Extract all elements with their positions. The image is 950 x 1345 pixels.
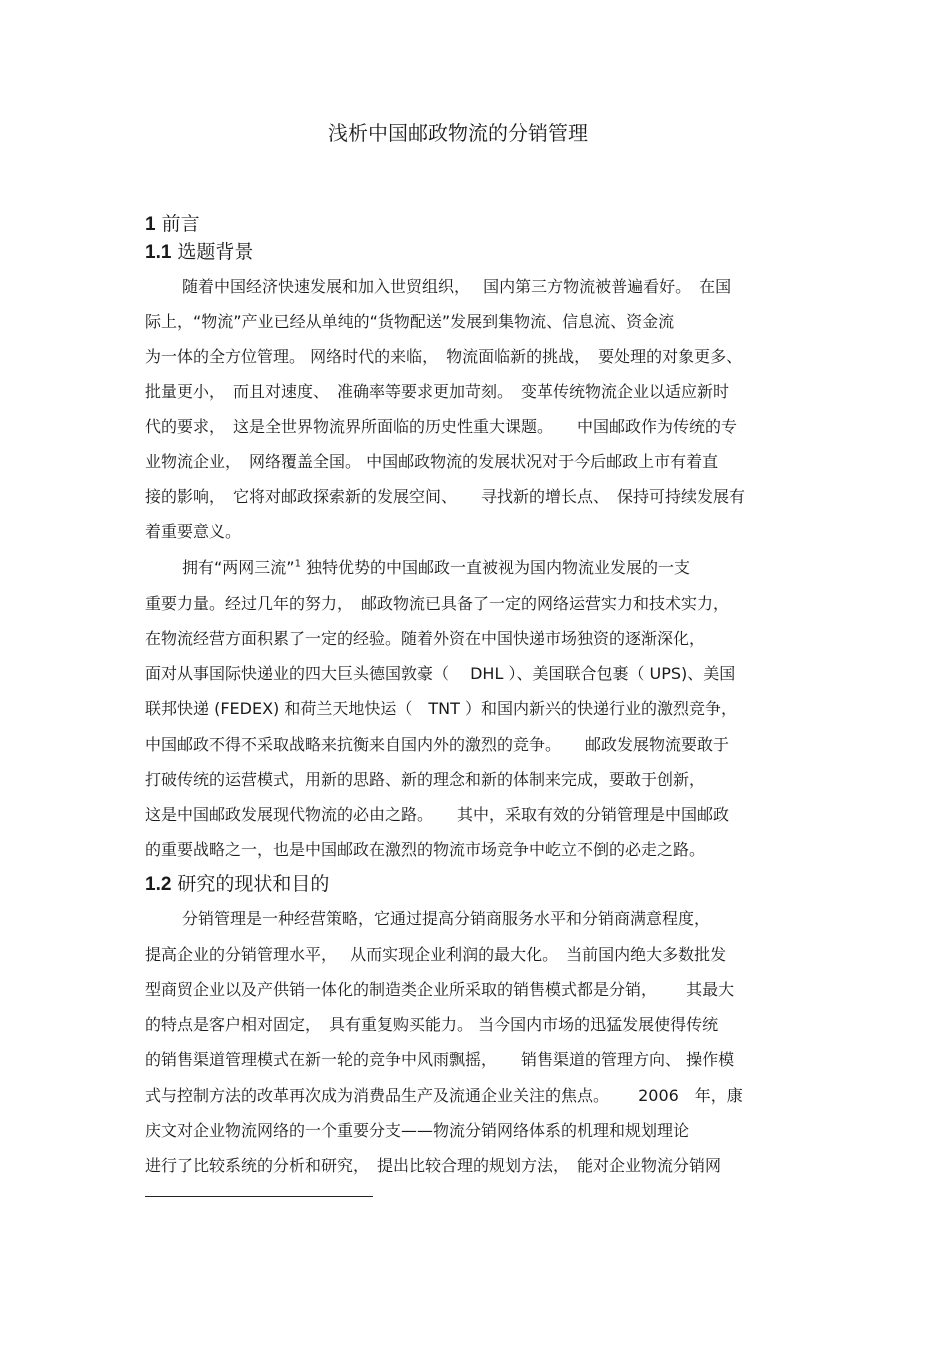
section-number: 1.1 [145,242,172,263]
paragraph-line: 的重要战略之一，也是中国邮政在激烈的物流市场竞争中屹立不倒的必走之路。 [145,840,706,859]
paragraph-line: 在物流经营方面积累了一定的经验。随着外资在中国快递市场独资的逐渐深化， [145,629,706,648]
paragraph-line: 庆文对企业物流网络的一个重要分支——物流分销网络体系的机理和规划理论 [145,1121,690,1140]
section-heading-1 [145,211,200,238]
section-title: 前言 [161,213,200,235]
paragraph-line: 代的要求， 这是全世界物流界所面临的历史性重大课题。 中国邮政作为传统的专 [145,417,738,436]
section-heading-1-1 [145,239,253,266]
paragraph-line: 中国邮政不得不采取战略来抗衡来自国内外的激烈的竞争。 邮政发展物流要敢于 [145,735,730,754]
section-heading-1-2 [145,871,329,898]
section-number: 1.2 [145,874,172,895]
paragraph-line: 为一体的全方位管理。 网络时代的来临， 物流面临新的挑战， 要处理的对象更多、 [145,347,743,366]
paragraph-line: 着重要意义。 [145,522,242,541]
paragraph-line: 型商贸企业以及产供销一体化的制造类企业所采取的销售模式都是分销， 其最大 [145,980,735,999]
paragraph-text: 拥有“两网三流” [182,558,295,577]
paragraph-line: 分销管理是一种经营策略，它通过提高分销商服务水平和分销商满意程度， [182,909,711,928]
paragraph-line: 提高企业的分销管理水平， 从而实现企业利润的最大化。 当前国内绝大多数批发 [145,945,727,964]
paragraph-line: 随着中国经济快速发展和加入世贸组织， 国内第三方物流被普遍看好。 在国 [182,277,732,296]
paragraph-line: 际上，“物流”产业已经从单纯的“货物配送”发展到集物流、信息流、资金流 [145,312,675,331]
paragraph-line: 打破传统的运营模式，用新的思路、新的理念和新的体制来完成，要敢于创新， [145,770,706,789]
footnote-divider [145,1196,373,1197]
paragraph-line: 的特点是客户相对固定， 具有重复购买能力。 当今国内市场的迅猛发展使得传统 [145,1015,719,1034]
paragraph-text: 独特优势的中国邮政一直被视为国内物流业发展的一支 [300,558,691,577]
paragraph-line: 的销售渠道管理模式在新一轮的竞争中风雨飘摇， 销售渠道的管理方向、 操作模 [145,1050,735,1069]
paragraph-line: 批量更小， 而且对速度、 准确率等要求更加苛刻。 变革传统物流企业以适应新时 [145,382,730,401]
paragraph-line: 进行了比较系统的分析和研究， 提出比较合理的规划方法， 能对企业物流分销网 [145,1156,722,1175]
paragraph-line: 这是中国邮政发展现代物流的必由之路。 其中，采取有效的分销管理是中国邮政 [145,805,730,824]
paragraph-line: 重要力量。经过几年的努力， 邮政物流已具备了一定的网络运营实力和技术实力， [145,594,730,613]
paragraph-line: 接的影响， 它将对邮政探索新的发展空间、 寻找新的增长点、 保持可持续发展有 [145,487,746,506]
section-title: 选题背景 [177,241,254,263]
section-number: 1 [145,214,156,235]
paragraph-line: 联邦快递 (FEDEX) 和荷兰天地快运（ TNT ）和国内新兴的快递行业的激烈竞争， [145,699,737,718]
paragraph-line: 面对从事国际快递业的四大巨头德国敦豪（ DHL ）、美国联合包裹（ UPS)、美国 [145,664,736,683]
paragraph-line: 业物流企业， 网络覆盖全国。 中国邮政物流的发展状况对于今后邮政上市有着直 [145,452,719,471]
paragraph-line [182,556,690,580]
paragraph-line: 式与控制方法的改革再次成为消费品生产及流通企业关注的焦点。 2006 年，康 [145,1086,743,1105]
footnote-marker: 1 [294,558,301,570]
document-title: 浅析中国邮政物流的分销管理 [328,121,588,145]
section-title: 研究的现状和目的 [177,873,330,895]
